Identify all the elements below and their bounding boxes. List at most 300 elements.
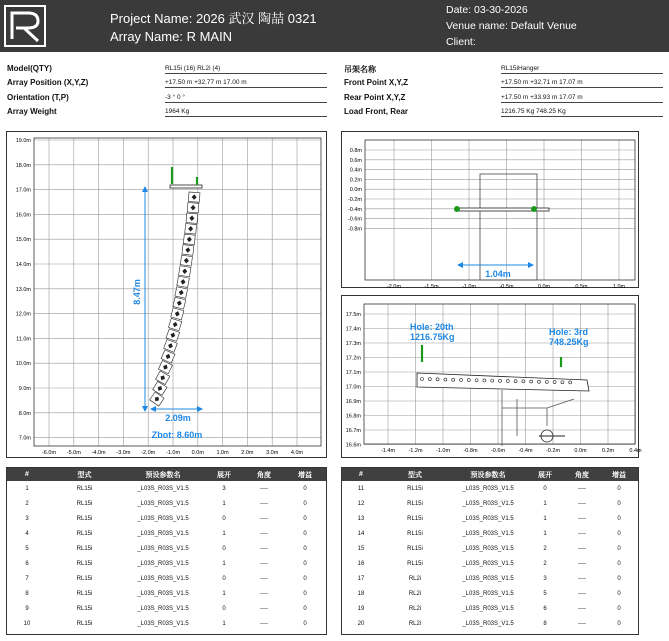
table-cell: 0 (222, 575, 226, 582)
table-cell: _L03S_R03S_V1.5 (137, 485, 189, 492)
x-tick-label: 0.0m (574, 448, 587, 454)
table-row (7, 586, 326, 601)
table-cell: 0 (222, 545, 226, 552)
table-cell: 1 (222, 590, 226, 597)
table-cell: 0 (617, 515, 621, 522)
report-date: Date: 03-30-2026 (446, 4, 528, 16)
table-cell: RL15i (76, 575, 93, 582)
x-tick-label: -3.0m (116, 450, 131, 456)
table-cell: 11 (357, 485, 365, 492)
y-tick-label: 17.3m (345, 341, 361, 347)
table-cell: _L03S_R03S_V1.5 (462, 605, 514, 612)
table-row (342, 541, 638, 556)
y-tick-label: 0.8m (349, 148, 362, 154)
table-cell: _L03S_R03S_V1.5 (137, 575, 189, 582)
x-tick-label: -0.6m (490, 448, 506, 454)
table-cell: 20 (357, 620, 365, 627)
table-cell: 0 (303, 515, 307, 522)
venue-name: Venue name: Default Venue (446, 20, 577, 32)
top-view-panel (341, 131, 639, 288)
hanger-hole (491, 379, 494, 382)
cabinet-table-left (7, 468, 326, 631)
speaker-box (168, 318, 181, 330)
table-cell: 0 (303, 500, 307, 507)
rear-load-label: 748.25Kg (549, 337, 589, 347)
x-tick-label: 3.0m (266, 450, 279, 456)
table-row (7, 526, 326, 541)
y-tick-label: 0.0m (349, 187, 362, 194)
y-tick-label: 10.0m (15, 361, 31, 368)
table-header-row (7, 468, 326, 481)
table-cell: 1 (222, 620, 226, 627)
info-label: Orientation (T,P) (7, 93, 69, 102)
table-cell: RL15i (76, 515, 93, 522)
side-view-panel (6, 131, 327, 458)
table-cell: 0 (303, 545, 307, 552)
y-tick-label: 17.0m (345, 384, 361, 391)
hanger-hole (436, 378, 439, 381)
x-tick-label: -0.2m (545, 448, 561, 454)
table-cell: ---- (578, 620, 586, 627)
table-cell: 6 (25, 560, 29, 567)
table-cell: _L03S_R03S_V1.5 (462, 485, 514, 492)
table-cell: RL15i (407, 515, 423, 522)
table-cell: 5 (25, 545, 29, 552)
x-tick-label: -4.0m (91, 450, 106, 456)
x-tick-label: -2.0m (141, 450, 156, 456)
arrow-right-icon (528, 262, 534, 268)
table-row (342, 526, 638, 541)
table-cell: RL15i (76, 560, 93, 567)
y-tick-label: 13.0m (15, 286, 31, 293)
table-cell: 13 (357, 515, 365, 522)
table-cell: 0 (303, 590, 307, 597)
info-label: Array Position (X,Y,Z) (7, 78, 89, 87)
y-tick-label: 16.6m (345, 442, 361, 449)
table-cell: 0 (617, 485, 621, 492)
y-tick-label: 11.0m (16, 336, 31, 343)
table-cell: 0 (617, 620, 621, 627)
y-tick-label: 16.9m (345, 399, 361, 405)
info-label: Front Point X,Y,Z (344, 78, 408, 87)
table-row (7, 571, 326, 586)
table-cell: 0 (303, 575, 307, 582)
table-cell: 0 (543, 485, 547, 492)
table-cell: 19 (357, 605, 365, 612)
col-header-splay: 展开 (526, 468, 564, 481)
col-header-index: # (7, 468, 47, 481)
col-header-angle: 角度 (244, 468, 284, 481)
speaker-box (173, 297, 186, 309)
speaker-box (185, 224, 197, 234)
hanger-hole (499, 379, 502, 382)
info-value: 1216.75 Kg 748.25 Kg (501, 107, 663, 117)
hanger-hole (428, 378, 431, 381)
table-cell: 0 (617, 560, 621, 567)
hanger-hole (467, 379, 470, 382)
y-tick-label: 14.0m (15, 262, 31, 268)
speaker-box (183, 234, 195, 245)
speaker-box (187, 203, 199, 213)
y-tick-label: 17.5m (345, 312, 361, 318)
hanger-view-grid (364, 304, 636, 445)
x-tick-label: -2.0m (386, 284, 402, 290)
table-cell: _L03S_R03S_V1.5 (462, 620, 514, 627)
info-value: +17.50 m +32.77 m 17.00 m (165, 78, 327, 88)
side-view-x-ticks (42, 450, 304, 456)
y-tick-label: 16.0m (15, 212, 31, 219)
y-tick-label: -0.2m (347, 197, 362, 203)
table-row (7, 511, 326, 526)
side-view-plot (7, 132, 328, 459)
table-cell: 0 (617, 605, 621, 612)
col-header-splay: 展开 (204, 468, 244, 481)
zbot-label: Zbot: 8.60m (151, 430, 203, 440)
table-cell: 16 (357, 560, 365, 567)
table-cell: 9 (25, 605, 29, 612)
hanger-view-x-ticks (381, 448, 642, 454)
table-cell: RL15i (407, 560, 423, 567)
x-tick-label: -0.8m (463, 448, 478, 454)
table-cell: 3 (543, 575, 547, 582)
table-cell: ---- (578, 530, 586, 537)
table-cell: ---- (578, 545, 586, 552)
y-tick-label: 0.6m (349, 157, 362, 164)
x-tick-label: -5.0m (66, 450, 81, 456)
y-tick-label: 8.0m (18, 410, 31, 417)
table-cell: ---- (578, 515, 586, 522)
table-cell: ---- (260, 560, 268, 567)
table-cell: 0 (303, 620, 307, 627)
col-header-gain: 增益 (600, 468, 638, 481)
x-tick-label: 0.2m (601, 448, 615, 454)
table-cell: 3 (25, 515, 29, 522)
table-cell: ---- (578, 605, 586, 612)
table-cell: 0 (303, 605, 307, 612)
table-cell: 0 (617, 590, 621, 597)
table-row (342, 586, 638, 601)
table-cell: 0 (222, 515, 226, 522)
table-cell: 12 (357, 500, 365, 507)
info-value: +17.50 m +33.93 m 17.07 m (501, 93, 663, 103)
table-cell: ---- (260, 515, 268, 522)
table-cell: ---- (260, 590, 268, 597)
table-cell: 3 (222, 485, 226, 492)
table-cell: RL15i (407, 545, 423, 552)
table-cell: 14 (357, 530, 365, 537)
y-tick-label: 0.2m (349, 177, 362, 184)
y-tick-label: -0.6m (347, 216, 362, 223)
table-cell: RL15i (76, 530, 93, 537)
x-tick-label: -0.5m (499, 284, 514, 290)
info-label: 吊架名称 (344, 65, 376, 74)
info-label: Model(QTY) (7, 64, 52, 73)
table-cell: RL15i (76, 500, 93, 507)
plot-frame (364, 304, 635, 444)
y-tick-label: -0.8m (347, 226, 362, 233)
array-info-right (338, 62, 668, 122)
top-view-plot (342, 132, 640, 289)
table-cell: 2 (543, 545, 547, 552)
table-cell: RL2i (408, 605, 422, 612)
table-cell: RL2i (408, 620, 422, 627)
table-cell: _L03S_R03S_V1.5 (462, 575, 514, 582)
x-tick-label: 0.0m (191, 450, 204, 456)
table-cell: _L03S_R03S_V1.5 (462, 500, 514, 507)
table-cell: RL15i (76, 545, 93, 552)
info-label: Load Front, Rear (344, 107, 409, 116)
speaker-box (182, 245, 194, 256)
line-array-boxes (150, 192, 200, 406)
info-label: Rear Point X,Y,Z (344, 93, 406, 102)
table-cell: _L03S_R03S_V1.5 (462, 545, 514, 552)
x-tick-label: 0.0m (537, 284, 551, 290)
table-cell: 5 (543, 590, 547, 597)
hanger-hole (421, 378, 424, 381)
x-tick-label: -1.0m (165, 450, 181, 456)
table-cell: ---- (260, 530, 268, 537)
arrow-left-icon (150, 406, 156, 412)
table-cell: ---- (578, 485, 586, 492)
x-tick-label: -0.4m (518, 448, 533, 454)
hanger-rigging (502, 390, 574, 446)
hanger-view-panel (341, 295, 642, 458)
col-header-angle: 角度 (564, 468, 600, 481)
project-name: Project Name: 2026 武汉 陶喆 0321 (110, 11, 317, 26)
y-tick-label: 17.2m (345, 355, 361, 362)
hanger-hole (530, 380, 533, 383)
y-tick-label: 18.0m (15, 162, 31, 169)
y-tick-label: 15.0m (15, 237, 31, 244)
info-value: 1964 Kg (165, 107, 327, 117)
speaker-box (188, 192, 200, 202)
y-tick-label: 9.0m (18, 386, 31, 392)
table-cell: ---- (578, 590, 586, 597)
x-tick-label: 4.0m (290, 450, 304, 456)
x-tick-label: 0.4m (629, 448, 642, 454)
table-cell: 0 (617, 530, 621, 537)
table-row (342, 616, 638, 631)
x-tick-label: -1.4m (380, 448, 396, 454)
front-load-label: 1216.75Kg (410, 332, 455, 342)
table-cell: ---- (260, 575, 268, 582)
report-header (0, 0, 669, 52)
table-row (342, 496, 638, 511)
hanger-hole (452, 378, 455, 381)
hanger-hole (561, 381, 564, 384)
table-cell: 7 (25, 575, 29, 582)
table-cell: RL15i (407, 485, 423, 492)
table-cell: _L03S_R03S_V1.5 (462, 530, 514, 537)
table-cell: 0 (303, 485, 307, 492)
col-header-gain: 增益 (284, 468, 326, 481)
hanger-hole (483, 379, 486, 382)
table-cell: _L03S_R03S_V1.5 (462, 515, 514, 522)
x-tick-label: 1.0m (216, 450, 229, 456)
table-cell: _L03S_R03S_V1.5 (137, 605, 189, 612)
x-tick-label: 0.5m (575, 284, 588, 290)
info-value: -3 ° 0 ° (165, 93, 327, 103)
hanger-hole (545, 380, 548, 383)
array-name: Array Name: R MAIN (110, 29, 233, 44)
speaker-box (177, 276, 190, 287)
top-view-y-ticks (348, 148, 362, 232)
table-cell: ---- (578, 500, 586, 507)
table-cell: 8 (25, 590, 29, 597)
table-row (7, 556, 326, 571)
table-cell: RL15i (76, 620, 93, 627)
table-row (342, 511, 638, 526)
table-cell: 6 (543, 605, 547, 612)
hanger-bar (170, 185, 202, 188)
table-cell: ---- (578, 560, 586, 567)
y-tick-label: -0.4m (347, 206, 362, 213)
speaker-box (179, 266, 191, 277)
table-row (7, 541, 326, 556)
y-tick-label: 12.0m (15, 311, 31, 318)
table-cell: ---- (260, 485, 268, 492)
hanger-hole (475, 379, 478, 382)
table-cell: _L03S_R03S_V1.5 (137, 530, 189, 537)
table-row (342, 571, 638, 586)
table-cell: 8 (543, 620, 547, 627)
table-cell: ---- (260, 605, 268, 612)
table-row (342, 481, 638, 496)
table-cell: _L03S_R03S_V1.5 (137, 620, 189, 627)
speaker-box (175, 287, 188, 299)
x-tick-label: -1.2m (408, 448, 423, 454)
front-point-marker (454, 206, 460, 212)
table-cell: 0 (617, 575, 621, 582)
table-cell: _L03S_R03S_V1.5 (137, 560, 189, 567)
side-view-y-ticks (16, 138, 32, 442)
arrow-down-icon (142, 406, 148, 412)
depth-label: 2.09m (165, 413, 191, 423)
table-row (7, 616, 326, 631)
table-header-row (342, 468, 638, 481)
x-tick-label: -6.0m (41, 450, 57, 456)
hanger-view-y-ticks (346, 312, 362, 449)
hanger-view-plot (342, 296, 640, 459)
table-cell: 18 (357, 590, 365, 597)
top-view-x-ticks (387, 284, 626, 290)
y-tick-label: 17.0m (15, 187, 31, 194)
x-tick-label: 1.0m (612, 284, 626, 290)
table-cell: 1 (543, 530, 547, 537)
table-cell: 1 (25, 485, 29, 492)
table-cell: _L03S_R03S_V1.5 (137, 545, 189, 552)
arrow-left-icon (457, 262, 463, 268)
table-cell: 0 (303, 560, 307, 567)
table-cell: 1 (222, 500, 226, 507)
table-cell: _L03S_R03S_V1.5 (462, 590, 514, 597)
y-tick-label: 19.0m (15, 138, 31, 144)
x-tick-label: -1.0m (435, 448, 451, 454)
table-cell: RL15i (407, 500, 423, 507)
info-value: RL15iHanger (501, 64, 663, 74)
table-cell: _L03S_R03S_V1.5 (137, 515, 189, 522)
table-row (7, 481, 326, 496)
table-cell: ---- (578, 575, 586, 582)
table-cell: 0 (617, 545, 621, 552)
y-tick-label: 16.8m (345, 413, 361, 420)
hanger-hole (444, 378, 447, 381)
table-row (7, 496, 326, 511)
hanger-hole (522, 380, 525, 383)
y-tick-label: 17.4m (345, 326, 361, 333)
spacing-label: 1.04m (485, 269, 511, 279)
table-cell: 10 (23, 620, 31, 627)
table-cell: RL15i (76, 605, 93, 612)
table-cell: 17 (357, 575, 365, 582)
y-tick-label: 16.7m (345, 428, 361, 434)
col-header-preset: 预设参数名 (122, 468, 204, 481)
info-label: Array Weight (7, 107, 57, 116)
array-info-left (0, 62, 330, 122)
table-cell: 1 (543, 515, 547, 522)
speaker-box (171, 308, 184, 320)
hanger-hole (538, 380, 541, 383)
table-row (7, 601, 326, 616)
y-tick-label: 17.1m (345, 370, 361, 376)
col-header-index: # (342, 468, 380, 481)
col-header-preset: 预设参数名 (450, 468, 526, 481)
info-value: RL15i (16) RL2i (4) (165, 64, 327, 74)
table-cell: RL15i (407, 530, 423, 537)
front-hole-label: Hole: 20th (410, 322, 454, 332)
brand-logo-icon (4, 5, 46, 47)
table-cell: 0 (303, 530, 307, 537)
table-cell: 15 (357, 545, 365, 552)
table-cell: _L03S_R03S_V1.5 (462, 560, 514, 567)
cabinet-table-right (342, 468, 638, 631)
table-cell: ---- (260, 620, 268, 627)
rear-hole-label: Hole: 3rd (549, 327, 589, 337)
hanger-hole (553, 381, 556, 384)
table-cell: _L03S_R03S_V1.5 (137, 500, 189, 507)
col-header-model: 型式 (380, 468, 450, 481)
info-value: +17.50 m +32.71 m 17.07 m (501, 78, 663, 88)
table-cell: 1 (222, 560, 226, 567)
arrow-up-icon (142, 186, 148, 192)
table-row (342, 556, 638, 571)
y-tick-label: 0.4m (349, 167, 362, 174)
hanger-hole (460, 378, 463, 381)
x-tick-label: -1.5m (424, 284, 439, 290)
client-name: Client: (446, 36, 476, 48)
height-label: 8.47m (132, 279, 142, 305)
hanger-hole (569, 381, 572, 384)
hanger-hole (514, 380, 517, 383)
speaker-box (186, 213, 198, 223)
table-cell: 4 (25, 530, 29, 537)
rear-point-marker (531, 206, 537, 212)
table-cell: 1 (222, 530, 226, 537)
table-cell: RL15i (76, 590, 93, 597)
table-row (342, 601, 638, 616)
table-cell: RL2i (408, 590, 422, 597)
x-tick-label: 2.0m (241, 450, 254, 456)
table-cell: 2 (543, 560, 547, 567)
table-cell: 1 (543, 500, 547, 507)
col-header-model: 型式 (47, 468, 122, 481)
arrow-right-icon (197, 406, 203, 412)
table-cell: RL2i (408, 575, 422, 582)
hanger-hole (506, 379, 509, 382)
speaker-box (180, 255, 192, 266)
table-cell: 0 (222, 605, 226, 612)
table-cell: _L03S_R03S_V1.5 (137, 590, 189, 597)
